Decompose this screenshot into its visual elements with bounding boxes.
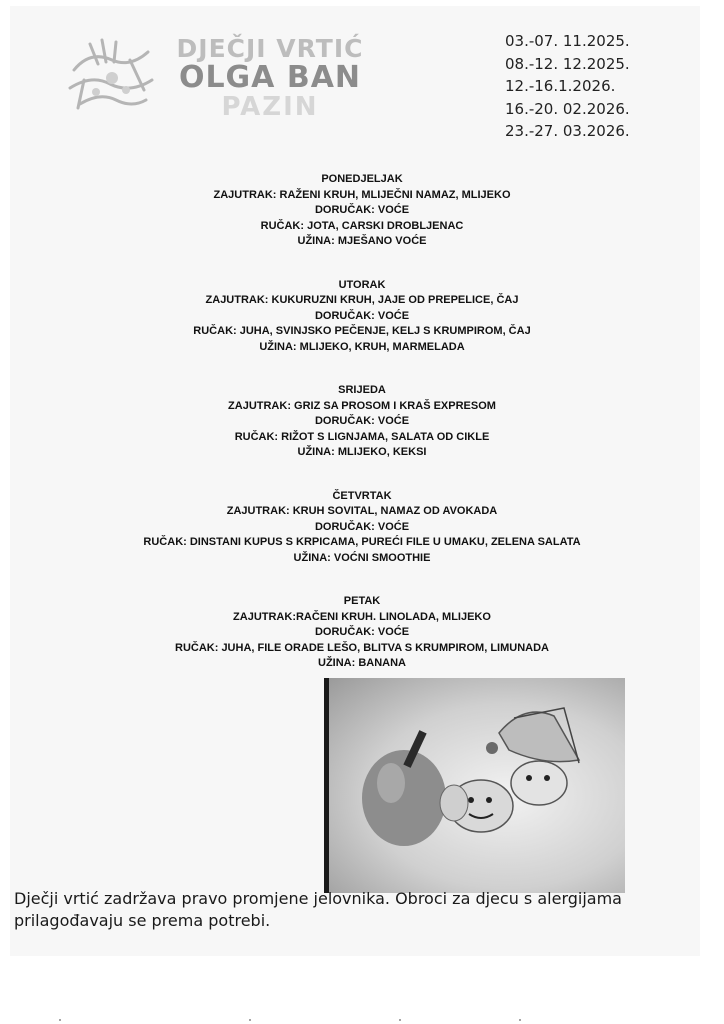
day-thursday xyxy=(0,489,724,567)
kindergarten-logo xyxy=(60,30,380,150)
meal-line: UŽINA: BANANA xyxy=(318,657,406,669)
day-wednesday xyxy=(0,383,724,461)
logo-line-3: PAZIN xyxy=(221,91,319,122)
meal-line: DORUČAK: VOĆE xyxy=(314,204,410,216)
meal-line: RUČAK: JUHA, SVINJSKO PEČENJE, KELJ S KRUMPIROM, ČAJ xyxy=(193,325,531,337)
date-range: 03.-07. 11.2025. xyxy=(505,32,630,50)
day-title: PETAK xyxy=(343,595,381,607)
date-range: 16.-20. 02.2026. xyxy=(505,99,630,118)
meal-line: UŽINA: MLIJEKO, KEKSI xyxy=(297,446,427,458)
meal-line: ZAJUTRAK: KUKURUZNI KRUH, JAJE OD PREPELICE, ČAJ xyxy=(205,294,519,306)
date-ranges xyxy=(505,30,630,143)
meal-line: UŽINA: VOĆNI SMOOTHIE xyxy=(293,551,431,564)
meal-line: DORUČAK: VOĆE xyxy=(314,626,410,638)
day-title: UTORAK xyxy=(338,278,386,291)
meal-line: RUČAK: JUHA, FILE ORADE LEŠO, BLITVA S KRUMPIROM, LIMUNADA xyxy=(175,641,549,654)
meal-line: RUČAK: JOTA, CARSKI DROBLJENAC xyxy=(260,219,464,232)
meal-line: ZAJUTRAK: RAŽENI KRUH, MLIJEČNI NAMAZ, MLIJEKO xyxy=(213,188,511,201)
fruit-photo xyxy=(324,678,625,893)
date-range: 23.-27. 03.2026. xyxy=(505,122,630,140)
meal-line: ZAJUTRAK:RAČENI KRUH. LINOLADA, MLIJEKO xyxy=(233,610,491,623)
meal-line: UŽINA: MLIJEKO, KRUH, MARMELADA xyxy=(259,340,465,353)
date-range: 12.-16.1.2026. xyxy=(505,77,616,95)
day-friday xyxy=(0,594,724,672)
day-monday xyxy=(0,172,724,250)
day-title: SRIJEDA xyxy=(338,384,386,396)
day-tuesday xyxy=(0,278,724,356)
meal-line: DORUČAK: VOĆE xyxy=(314,309,410,322)
meal-line: UŽINA: MJEŠANO VOĆE xyxy=(297,235,427,247)
meal-line: DORUČAK: VOĆE xyxy=(314,415,410,427)
day-title: PONEDJELJAK xyxy=(321,173,403,185)
weekly-menu xyxy=(0,172,724,700)
logo-text xyxy=(170,36,370,121)
logo-line-2: OLGA BAN xyxy=(178,60,362,96)
meal-line: RUČAK: RIŽOT S LIGNJAMA, SALATA OD CIKLE xyxy=(234,430,490,443)
hands-logo-icon xyxy=(60,30,160,120)
scan-marks xyxy=(0,1016,724,1024)
meal-line: ZAJUTRAK: GRIZ SA PROSOM I KRAŠ EXPRESOM xyxy=(228,399,496,412)
day-title: ČETVRTAK xyxy=(332,489,392,502)
meal-line: RUČAK: DINSTANI KUPUS S KRPICAMA, PUREĆI FILE U UMAKU, ZELENA SALATA xyxy=(143,536,581,548)
meal-line: ZAJUTRAK: KRUH SOVITAL, NAMAZ OD AVOKADA xyxy=(226,505,498,517)
menu-disclaimer: Dječji vrtić zadržava pravo promjene jelovnika. Obroci za djecu s alergijama prilagođavaju se prema potrebi. xyxy=(14,889,622,930)
date-range: 08.-12. 12.2025. xyxy=(505,54,630,73)
logo-line-1: DJEČJI VRTIĆ xyxy=(176,34,364,63)
meal-line: DORUČAK: VOĆE xyxy=(314,520,410,533)
